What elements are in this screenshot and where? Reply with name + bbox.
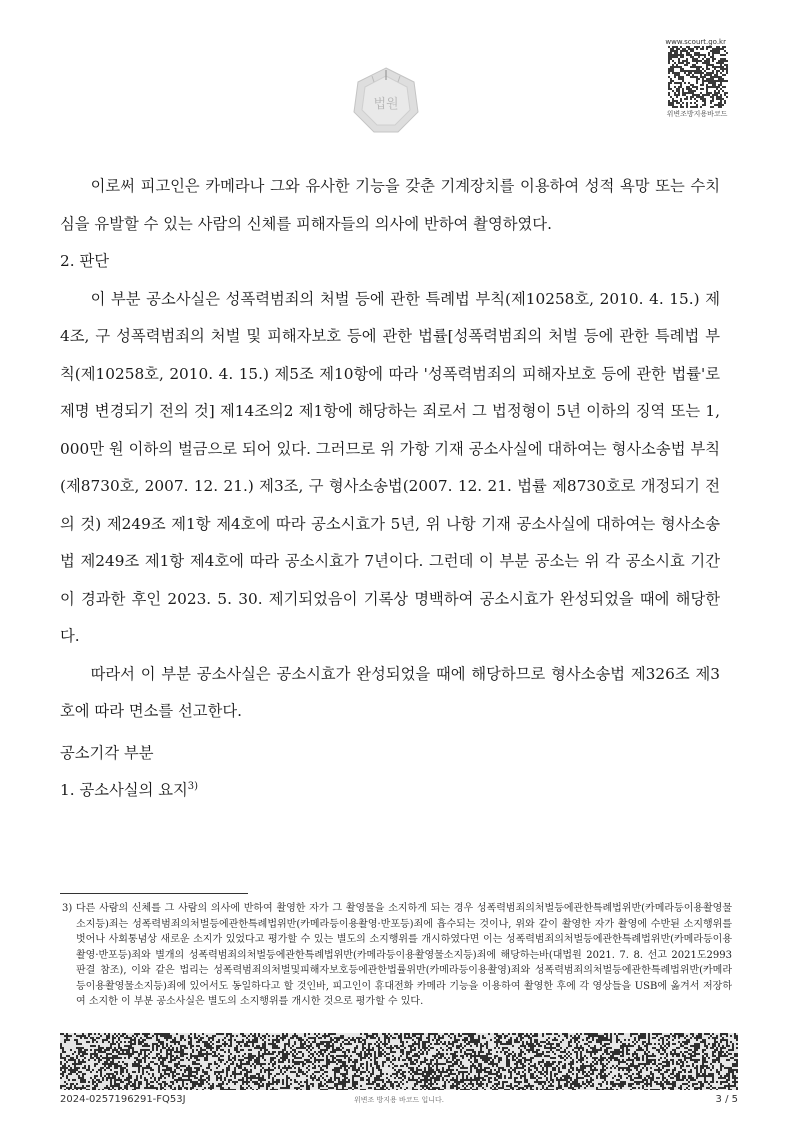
footnote (62, 901, 732, 1010)
seal-text: 법원 (373, 97, 399, 112)
footnote-divider (60, 893, 248, 894)
verification-barcode (668, 46, 728, 108)
footnote-number: 3) (62, 903, 73, 914)
judgment-body (60, 168, 720, 810)
footnote-reference: 3) (187, 780, 199, 792)
site-url: www.scourt.go.kr (665, 38, 726, 46)
security-pattern (60, 1033, 738, 1090)
section-heading-judgment: 2. 판단 (60, 252, 110, 270)
subheading-text: 1. 공소사실의 요지 (60, 781, 188, 799)
barcode-caption: 위변조방지용바코드 (666, 110, 728, 118)
paragraph-statute-limitation: 이 부분 공소사실은 성폭력범죄의 처벌 등에 관한 특례법 부칙(제10258호, 2010. 4. 15.) 제4조, 구 성폭력범죄의 처벌 및 피해자보호 등에 관한 법률[성폭력범죄의 처벌 등에 관한 특례법 부칙(제10258호, 2010. 4. 15.) 제5조 제10항에 따라 '성폭력범죄의 피해자보호 등에 관한 법률'로 제명 변경되기 전의 것] 제14조의2 제1항에 해당하는 죄로서 그 법정형이 5년 이하의 징역 또는 1,000만 원 이하의 벌금으로 되어 있다. 그러므로 위 가항 기재 공소사실에 대하여는 형사소송법 부칙(제8730호, 2007. 12. 21.) 제3조, 구 형사소송법(2007. 12. 21. 법률 제8730호로 개정되기 전의 것) 제249조 제1항 제4호에 따라 공소시효가 5년, 위 나항 기재 공소사실에 대하여는 형사소송법 제249조 제1항 제4호에 따라 공소시효가 7년이다. 그런데 이 부분 공소는 위 각 공소시효 기간이 경과한 후인 2023. 5. 30. 제기되었음이 기록상 명백하여 공소시효가 완성되었을 때에 해당한다. (60, 289, 720, 645)
footer-note: 위변조 방지용 바코드 입니다. (353, 1096, 445, 1104)
page-number: 3 / 5 (715, 1094, 738, 1105)
footnote-text: 다른 사람의 신체를 그 사람의 의사에 반하여 촬영한 자가 그 촬영물을 소지하게 되는 경우 성폭력범죄의처벌등에관한특례법위반(카메라등이용촬영물소지등)죄는 성폭력범죄의처벌등에관한특례법위반(카메라등이용촬영·반포등)죄에 흡수되는 것이나, 위와 같이 촬영한 자가 촬영에 수반된 소지행위를 벗어나 사회통념상 새로운 소지가 있었다고 평가할 수 있는 별도의 소지행위를 개시하였다면 이는 성폭력범죄의처벌등에관한특례법위반(카메라등이용촬영·반포등)죄와 별개의 성폭력범죄의처벌등에관한특례법위반(카메라등이용촬영물소지등)죄에 해당하는바(대법원 2021. 7. 8. 선고 2021도2993 판결 참조), 이와 같은 법리는 성폭력범죄의처벌및피해자보호등에관한법률위반(카메라등이용촬영)죄와 성폭력범죄의처벌등에관한특례법위반(카메라등이용촬영물소지등)죄에 있어서도 동일하다고 할 것인바, 피고인이 휴대전화 카메라 기능을 이용하여 촬영한 후에 각 영상들을 USB에 옮겨서 저장하여 소지한 이 부분 공소사실은 별도의 소지행위를 개시한 것으로 평가할 수 있다. (76, 903, 732, 1007)
document-number: 2024-0257196291-FQ53J (60, 1094, 186, 1105)
paragraph-dismissal-ruling: 따라서 이 부분 공소사실은 공소시효가 완성되었을 때에 해당하므로 형사소송법 제326조 제3호에 따라 면소를 선고한다. (60, 664, 720, 720)
subheading-charge-summary (60, 772, 720, 810)
court-seal-icon (352, 66, 420, 134)
section-heading-dismissal: 공소기각 부분 (60, 743, 154, 762)
page-footer (60, 1094, 738, 1108)
paragraph-conclusion: 이로써 피고인은 카메라나 그와 유사한 기능을 갖춘 기계장치를 이용하여 성적 욕망 또는 수치심을 유발할 수 있는 사람의 신체를 피해자들의 의사에 반하여 촬영하였다. (60, 177, 720, 233)
